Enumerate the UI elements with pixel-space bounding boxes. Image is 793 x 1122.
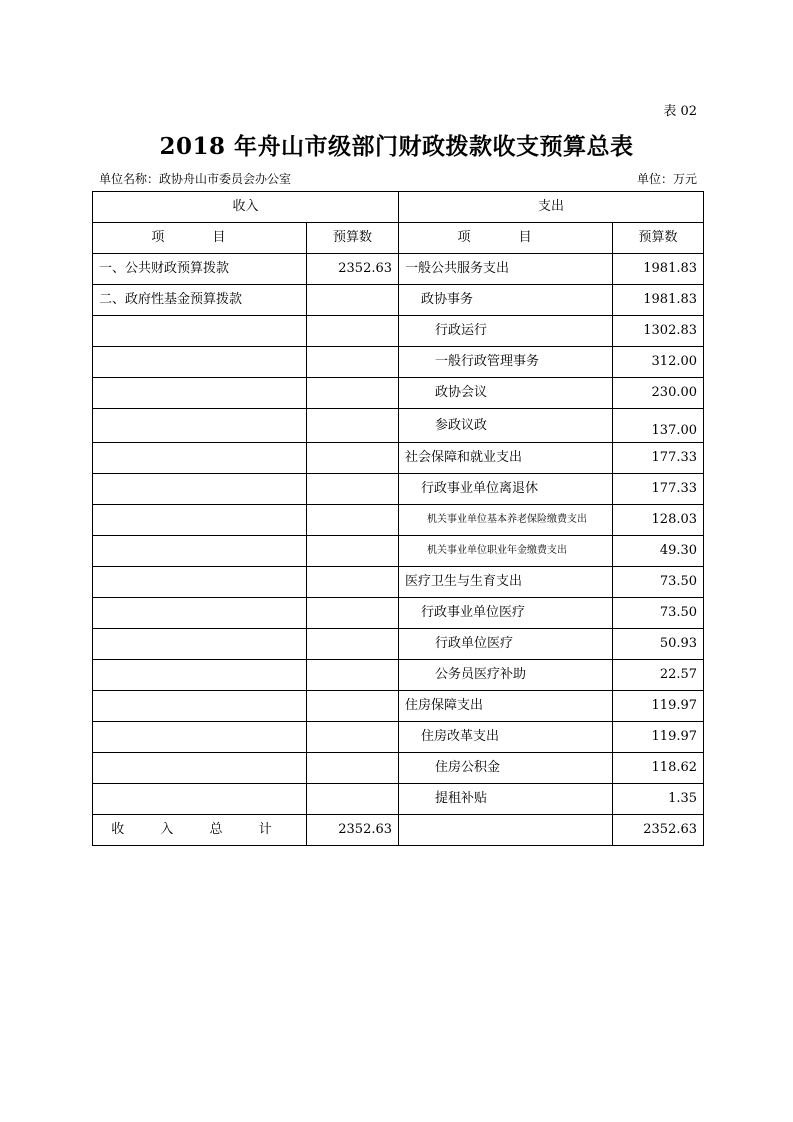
income-item: [93, 784, 307, 815]
income-item: [93, 409, 307, 443]
income-value: [307, 691, 399, 722]
income-item: [93, 691, 307, 722]
income-value: [307, 722, 399, 753]
income-value: 2352.63: [307, 254, 399, 285]
expense-value: 73.50: [613, 598, 704, 629]
expense-item: 一般行政管理事务: [399, 347, 613, 378]
expense-value: 118.62: [613, 753, 704, 784]
table-row: [93, 660, 704, 691]
income-item: [93, 629, 307, 660]
expense-value: 177.33: [613, 474, 704, 505]
income-item: [93, 443, 307, 474]
expense-value: 22.57: [613, 660, 704, 691]
table-row: [93, 722, 704, 753]
income-item: [93, 347, 307, 378]
expense-item: 住房改革支出: [399, 722, 613, 753]
total-label: 收 入 总 计: [93, 815, 307, 846]
expense-value: 119.97: [613, 691, 704, 722]
table-row: [93, 474, 704, 505]
income-value: [307, 474, 399, 505]
expense-item: 公务员医疗补助: [399, 660, 613, 691]
expense-budget-header: 预算数: [613, 223, 704, 254]
income-value: [307, 567, 399, 598]
table-row: [93, 598, 704, 629]
section-header-row: [93, 192, 704, 223]
expense-item: 行政事业单位医疗: [399, 598, 613, 629]
expense-value: 128.03: [613, 505, 704, 536]
expense-value: 177.33: [613, 443, 704, 474]
income-item: 一、公共财政预算拨款: [93, 254, 307, 285]
expense-value: 312.00: [613, 347, 704, 378]
income-value: [307, 505, 399, 536]
expense-item: 行政单位医疗: [399, 629, 613, 660]
table-row: [93, 691, 704, 722]
column-header-row: [93, 223, 704, 254]
income-value: [307, 753, 399, 784]
expense-item: 行政事业单位离退休: [399, 474, 613, 505]
table-row: [93, 505, 704, 536]
income-item: [93, 378, 307, 409]
expense-value: 1302.83: [613, 316, 704, 347]
expense-value: 73.50: [613, 567, 704, 598]
expense-value: 50.93: [613, 629, 704, 660]
income-value: [307, 409, 399, 443]
expense-value: 119.97: [613, 722, 704, 753]
income-item: [93, 598, 307, 629]
income-value: [307, 347, 399, 378]
income-item: [93, 505, 307, 536]
table-row: [93, 285, 704, 316]
expense-item: 提租补贴: [399, 784, 613, 815]
income-value: [307, 784, 399, 815]
total-row: [93, 815, 704, 846]
income-value: [307, 629, 399, 660]
income-value: [307, 316, 399, 347]
income-item: [93, 567, 307, 598]
expense-value: 1981.83: [613, 254, 704, 285]
expense-item: 机关事业单位职业年金缴费支出: [399, 536, 613, 567]
total-expense-item: [399, 815, 613, 846]
income-budget-header: 预算数: [307, 223, 399, 254]
table-row: [93, 409, 704, 443]
income-value: [307, 660, 399, 691]
expense-item: 医疗卫生与生育支出: [399, 567, 613, 598]
expense-item: 住房保障支出: [399, 691, 613, 722]
income-value: [307, 378, 399, 409]
table-number: 表 02: [663, 104, 697, 119]
table-row: [93, 347, 704, 378]
expense-item: 机关事业单位基本养老保险缴费支出: [399, 505, 613, 536]
expense-value: 1.35: [613, 784, 704, 815]
income-item: [93, 536, 307, 567]
total-income-value: 2352.63: [307, 815, 399, 846]
expense-item: 参政议政: [399, 409, 613, 443]
income-item: [93, 722, 307, 753]
expense-item-header: 项 目: [399, 223, 613, 254]
expense-header: 支出: [399, 192, 704, 223]
expense-value: 1981.83: [613, 285, 704, 316]
income-value: [307, 536, 399, 567]
income-value: [307, 598, 399, 629]
table-row: [93, 443, 704, 474]
expense-value: 137.00: [613, 409, 704, 443]
income-item: [93, 753, 307, 784]
table-row: [93, 254, 704, 285]
income-item: [93, 474, 307, 505]
unit-name: 单位名称：政协舟山市委员会办公室: [99, 172, 292, 186]
expense-value: 230.00: [613, 378, 704, 409]
income-item-header: 项 目: [93, 223, 307, 254]
income-item: [93, 316, 307, 347]
expense-item: 政协事务: [399, 285, 613, 316]
expense-item: 住房公积金: [399, 753, 613, 784]
table-row: [93, 753, 704, 784]
page-title: 2018 年舟山市级部门财政拨款收支预算总表: [159, 133, 634, 160]
table-row: [93, 536, 704, 567]
table-row: [93, 784, 704, 815]
expense-item: 社会保障和就业支出: [399, 443, 613, 474]
income-item: 二、政府性基金预算拨款: [93, 285, 307, 316]
table-row: [93, 567, 704, 598]
expense-item: 政协会议: [399, 378, 613, 409]
income-header: 收入: [93, 192, 399, 223]
expense-item: 行政运行: [399, 316, 613, 347]
table-row: [93, 378, 704, 409]
table-row: [93, 629, 704, 660]
income-item: [93, 660, 307, 691]
income-value: [307, 285, 399, 316]
total-expense-value: 2352.63: [613, 815, 704, 846]
expense-item: 一般公共服务支出: [399, 254, 613, 285]
income-value: [307, 443, 399, 474]
budget-table: [92, 191, 704, 846]
table-row: [93, 316, 704, 347]
expense-value: 49.30: [613, 536, 704, 567]
currency-unit: 单位：万元: [636, 172, 697, 186]
